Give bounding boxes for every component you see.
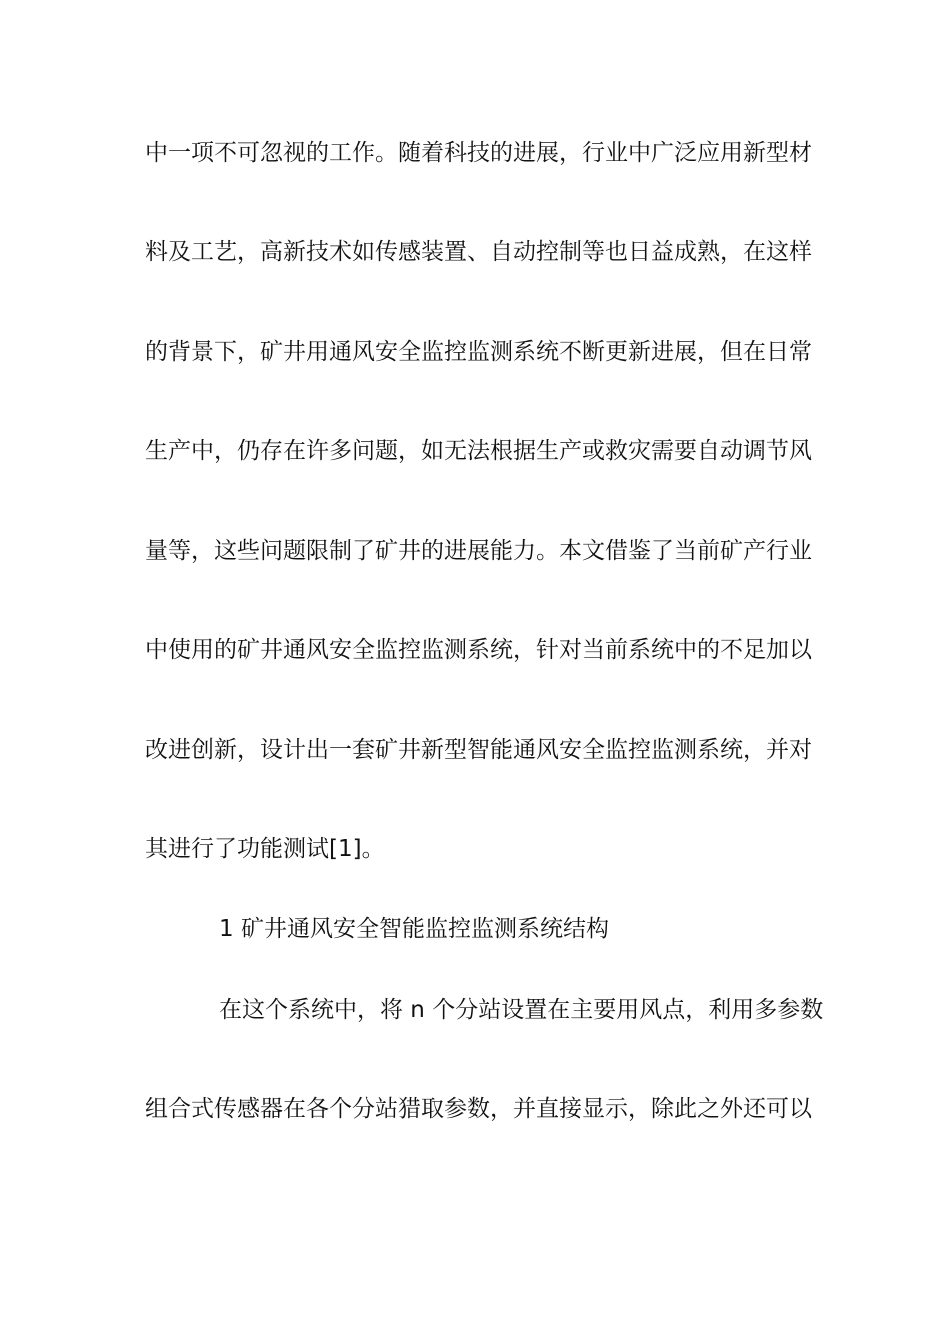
- section-heading: 1 矿井通风安全智能监控监测系统结构: [219, 916, 609, 942]
- body-text-line: 其进行了功能测试[1]。: [145, 836, 385, 862]
- body-text-line: 在这个系统中，将 n 个分站设置在主要用风点，利用多参数: [219, 997, 824, 1023]
- body-text-line: 改进创新，设计出一套矿井新型智能通风安全监控监测系统，并对: [145, 737, 812, 763]
- body-text-line: 量等，这些问题限制了矿井的进展能力。本文借鉴了当前矿产行业: [145, 538, 812, 564]
- body-text-line: 中使用的矿井通风安全监控监测系统，针对当前系统中的不足加以: [145, 637, 812, 663]
- body-text-line: 组合式传感器在各个分站猎取参数，并直接显示，除此之外还可以: [145, 1096, 812, 1122]
- body-text-line: 的背景下，矿井用通风安全监控监测系统不断更新进展，但在日常: [145, 339, 812, 365]
- body-text-line: 料及工艺，高新技术如传感装置、自动控制等也日益成熟，在这样: [145, 239, 812, 265]
- body-text-line: 中一项不可忽视的工作。随着科技的进展，行业中广泛应用新型材: [145, 140, 812, 166]
- body-text-line: 生产中，仍存在许多问题，如无法根据生产或救灾需要自动调节风: [145, 438, 812, 464]
